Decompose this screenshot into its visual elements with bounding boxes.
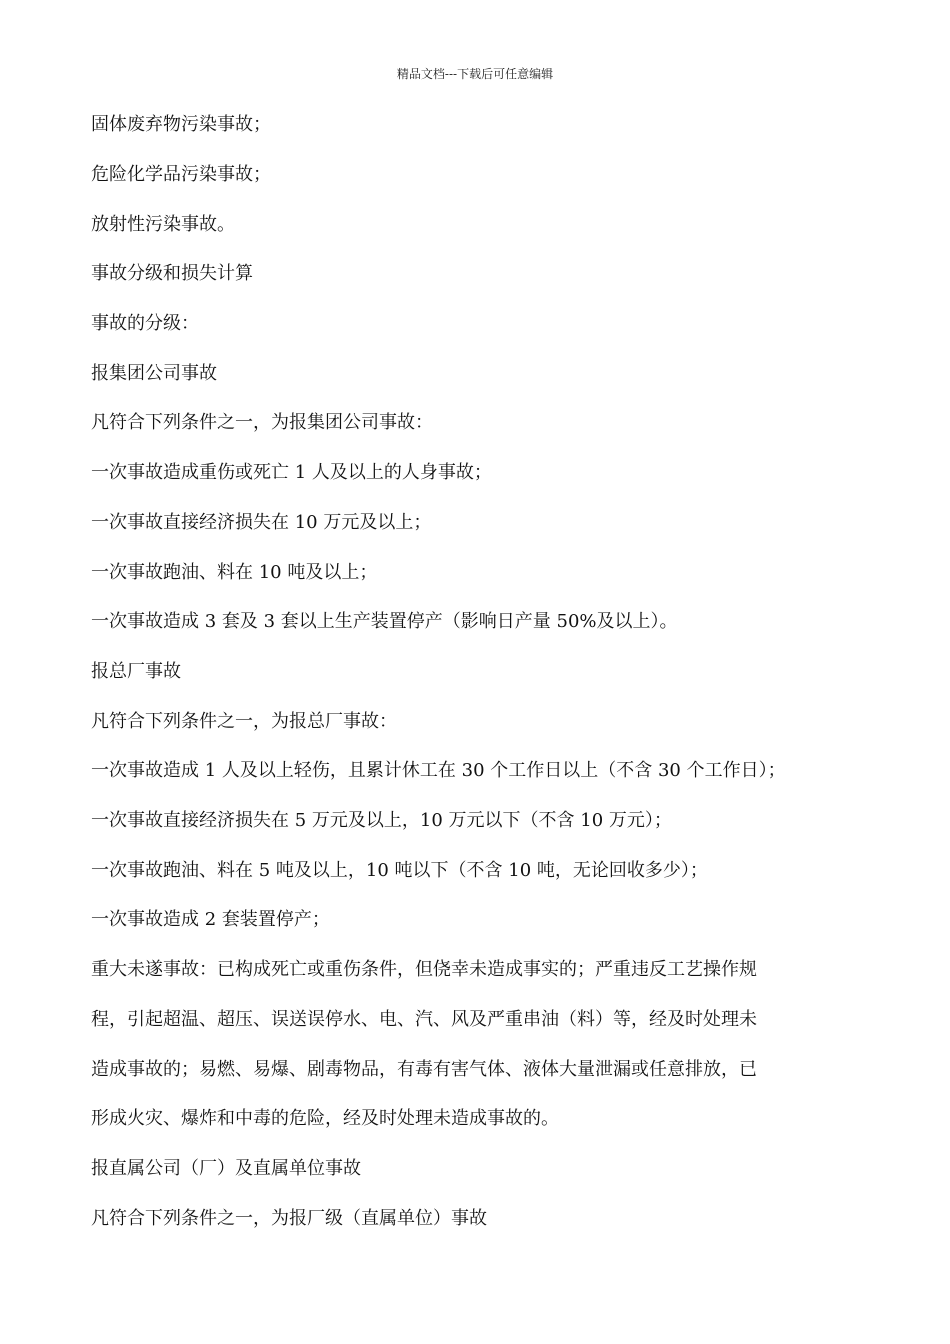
text-line: 一次事故直接经济损失在 5 万元及以上，10 万元以下（不含 10 万元）；	[91, 810, 672, 831]
section-heading: 报总厂事故	[91, 661, 181, 682]
text-line: 一次事故跑油、料在 5 吨及以上，10 吨以下（不含 10 吨，无论回收多少）；	[91, 860, 708, 881]
text-line: 放射性污染事故。	[91, 214, 235, 235]
text-line: 一次事故造成 1 人及以上轻伤，且累计休工在 30 个工作日以上（不含 30 个工作日）；	[91, 760, 786, 781]
text-line: 一次事故造成 2 套装置停产；	[91, 909, 330, 930]
page-header: 精品文档---下载后可任意编辑	[396, 67, 554, 81]
text-line: 一次事故造成 3 套及 3 套以上生产装置停产（影响日产量 50%及以上）。	[91, 611, 678, 632]
text-line: 一次事故跑油、料在 10 吨及以上；	[91, 562, 378, 583]
section-heading: 报直属公司（厂）及直属单位事故	[91, 1158, 361, 1179]
text-line: 重大未遂事故：已构成死亡或重伤条件，但侥幸未造成事实的；严重违反工艺操作规	[91, 959, 757, 980]
text-line: 一次事故直接经济损失在 10 万元及以上；	[91, 512, 432, 533]
section-heading: 报集团公司事故	[91, 363, 217, 384]
text-line: 程，引起超温、超压、误送误停水、电、汽、风及严重串油（料）等，经及时处理未	[91, 1009, 757, 1030]
text-line: 凡符合下列条件之一，为报厂级（直属单位）事故	[91, 1208, 487, 1229]
text-line: 事故的分级：	[91, 313, 199, 334]
text-line: 凡符合下列条件之一，为报集团公司事故：	[91, 412, 433, 433]
text-line: 形成火灾、爆炸和中毒的危险，经及时处理未造成事故的。	[91, 1108, 559, 1129]
text-line: 一次事故造成重伤或死亡 1 人及以上的人身事故；	[91, 462, 492, 483]
section-heading: 事故分级和损失计算	[91, 263, 253, 284]
text-line: 造成事故的；易燃、易爆、剧毒物品，有毒有害气体、液体大量泄漏或任意排放，已	[91, 1059, 757, 1080]
text-line: 凡符合下列条件之一，为报总厂事故：	[91, 711, 397, 732]
text-line: 危险化学品污染事故；	[91, 164, 271, 185]
text-line: 固体废弃物污染事故；	[91, 114, 271, 135]
